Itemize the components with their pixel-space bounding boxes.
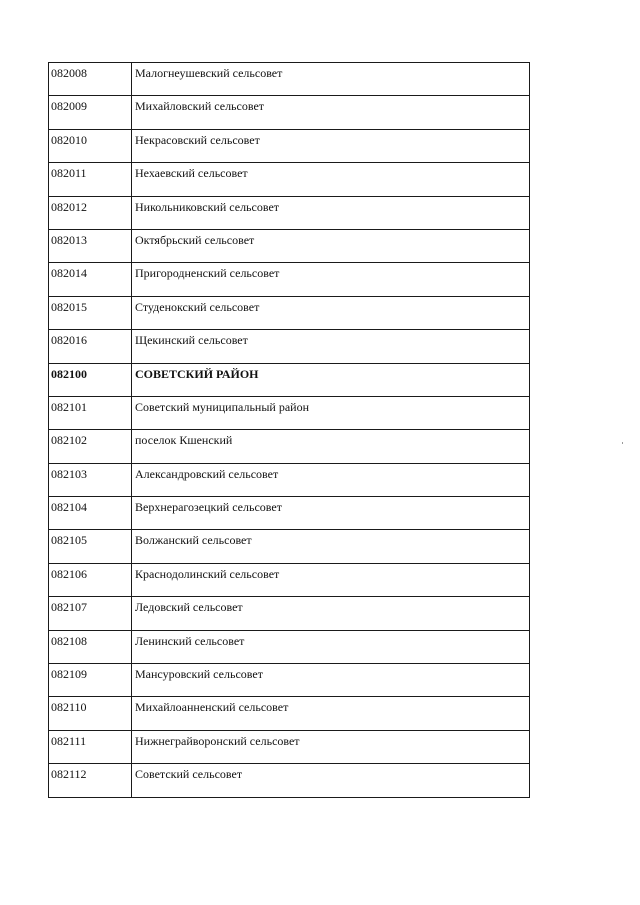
table-row xyxy=(49,196,530,229)
row-code-cell: 082107 xyxy=(49,597,132,630)
row-name-cell: Советский муниципальный район xyxy=(132,396,530,429)
table-row xyxy=(49,530,530,563)
table-row xyxy=(49,263,530,296)
row-name-cell: Никольниковский сельсовет xyxy=(132,196,530,229)
row-name-cell: Октябрьский сельсовет xyxy=(132,229,530,262)
table-row xyxy=(49,163,530,196)
row-name-cell: Волжанский сельсовет xyxy=(132,530,530,563)
table-row xyxy=(49,129,530,162)
row-name-cell: Нижнеграйворонский сельсовет xyxy=(132,730,530,763)
row-code-cell: 082008 xyxy=(49,63,132,96)
municipality-code-table xyxy=(48,62,530,798)
table-row xyxy=(49,630,530,663)
row-name-cell: Мансуровский сельсовет xyxy=(132,664,530,697)
row-code-cell: 082103 xyxy=(49,463,132,496)
row-code-cell: 082112 xyxy=(49,764,132,797)
row-code-cell: 082014 xyxy=(49,263,132,296)
table-row xyxy=(49,296,530,329)
row-name-cell: Александровский сельсовет xyxy=(132,463,530,496)
row-code-cell: 082016 xyxy=(49,330,132,363)
row-name-cell: Пригородненский сельсовет xyxy=(132,263,530,296)
table-row xyxy=(49,63,530,96)
row-code-cell: 082111 xyxy=(49,730,132,763)
row-name-cell: Михайлоанненский сельсовет xyxy=(132,697,530,730)
row-code-cell: 082101 xyxy=(49,396,132,429)
table-body xyxy=(49,63,530,798)
row-name-cell: Некрасовский сельсовет xyxy=(132,129,530,162)
row-code-cell: 082104 xyxy=(49,497,132,530)
row-code-cell: 082110 xyxy=(49,697,132,730)
table-row xyxy=(49,229,530,262)
row-code-cell: 082108 xyxy=(49,630,132,663)
table-row xyxy=(49,430,530,463)
row-name-cell: Верхнерагозецкий сельсовет xyxy=(132,497,530,530)
row-code-cell: 082109 xyxy=(49,664,132,697)
row-code-cell: 082010 xyxy=(49,129,132,162)
row-code-cell: 082106 xyxy=(49,563,132,596)
row-name-cell: Ледовский сельсовет xyxy=(132,597,530,630)
row-name-cell: Студенокский сельсовет xyxy=(132,296,530,329)
row-code-cell: 082009 xyxy=(49,96,132,129)
row-code-cell: 082105 xyxy=(49,530,132,563)
row-name-cell: Ленинский сельсовет xyxy=(132,630,530,663)
table-row xyxy=(49,330,530,363)
row-code-cell: 082013 xyxy=(49,229,132,262)
row-name-cell: поселок Кшенский xyxy=(132,430,530,463)
table-row xyxy=(49,363,530,396)
row-name-cell: Щекинский сельсовет xyxy=(132,330,530,363)
table-row xyxy=(49,396,530,429)
table-row xyxy=(49,96,530,129)
row-code-cell: 082100 xyxy=(49,363,132,396)
row-name-cell: СОВЕТСКИЙ РАЙОН xyxy=(132,363,530,396)
row-code-cell: 082011 xyxy=(49,163,132,196)
scan-speck xyxy=(622,442,623,444)
row-code-cell: 082012 xyxy=(49,196,132,229)
row-name-cell: Малогнеушевский сельсовет xyxy=(132,63,530,96)
row-name-cell: Михайловский сельсовет xyxy=(132,96,530,129)
table-row xyxy=(49,597,530,630)
row-name-cell: Краснодолинский сельсовет xyxy=(132,563,530,596)
row-code-cell: 082015 xyxy=(49,296,132,329)
table-row xyxy=(49,463,530,496)
row-code-cell: 082102 xyxy=(49,430,132,463)
table-row xyxy=(49,497,530,530)
table-row xyxy=(49,664,530,697)
table-row xyxy=(49,730,530,763)
table-row xyxy=(49,764,530,797)
row-name-cell: Советский сельсовет xyxy=(132,764,530,797)
table-row xyxy=(49,697,530,730)
table-row xyxy=(49,563,530,596)
row-name-cell: Нехаевский сельсовет xyxy=(132,163,530,196)
